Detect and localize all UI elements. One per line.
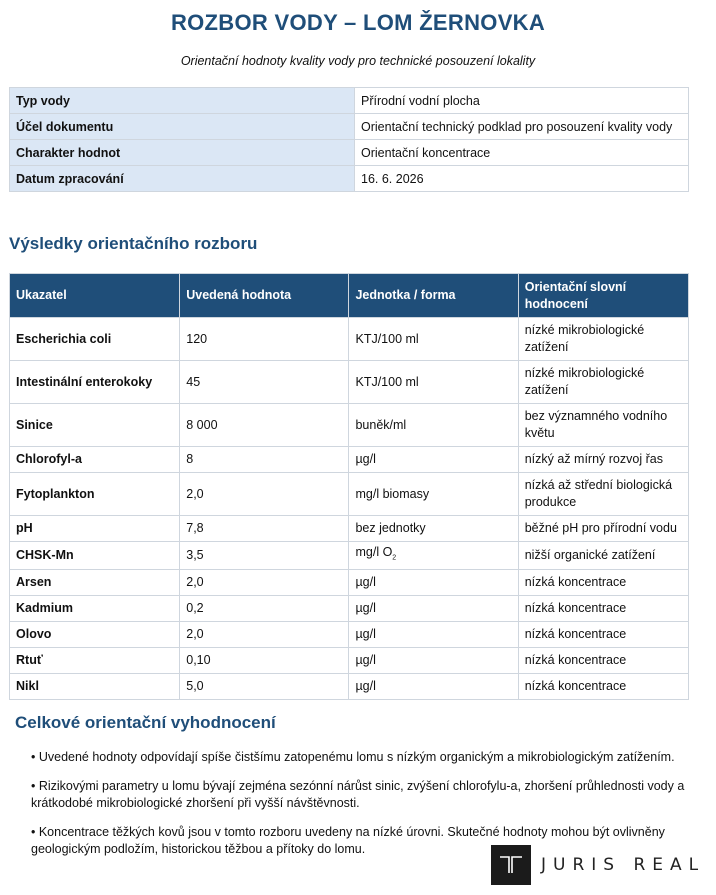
summary-bullet: • Koncentrace těžkých kovů jsou v tomto rozboru uvedeny na nízké úrovni. Skutečné hodnoty mohou být ovlivněny geologickým podložím, historickou těžbou a přítoky do lomu. [31,825,665,856]
indicator-name: Intestinální enterokoky [10,361,180,404]
results-heading: Výsledky orientačního rozboru [9,234,258,253]
indicator-value: 8 [180,447,349,473]
indicator-unit: µg/l [349,647,518,673]
indicator-rating: nízká koncentrace [518,621,688,647]
results-table [9,273,689,700]
indicator-value: 120 [180,318,349,361]
table-header-row [10,274,689,318]
info-row [10,140,689,166]
table-row [10,473,689,516]
jr-monogram-icon [491,845,531,885]
indicator-name: Fytoplankton [10,473,180,516]
indicator-name: Nikl [10,673,180,699]
indicator-rating: nízká koncentrace [518,569,688,595]
info-label: Datum zpracování [10,166,355,192]
info-value: Přírodní vodní plocha [355,88,689,114]
indicator-name: Sinice [10,404,180,447]
brand-logo [491,845,716,885]
table-row [10,673,689,699]
indicator-value: 2,0 [180,473,349,516]
indicator-unit: µg/l [349,621,518,647]
unit-subscript: 2 [392,554,397,562]
table-row [10,361,689,404]
table-row [10,595,689,621]
info-row [10,166,689,192]
page-title: ROZBOR VODY – LOM ŽERNOVKA [170,10,546,35]
indicator-value: 5,0 [180,673,349,699]
summary-heading: Celkové orientační vyhodnocení [15,713,276,732]
indicator-unit: buněk/ml [349,404,518,447]
indicator-value: 45 [180,361,349,404]
indicator-name: Escherichia coli [10,318,180,361]
table-row [10,447,689,473]
indicator-unit [349,542,518,570]
brand-name: JURIS REAL [541,855,706,875]
table-row [10,621,689,647]
table-row [10,318,689,361]
info-label: Typ vody [10,88,355,114]
column-header: Ukazatel [10,274,180,318]
info-value: 16. 6. 2026 [355,166,689,192]
indicator-rating: nízká koncentrace [518,647,688,673]
indicator-name: Arsen [10,569,180,595]
indicator-unit: KTJ/100 ml [349,361,518,404]
indicator-name: Kadmium [10,595,180,621]
info-row [10,114,689,140]
document-info-table [9,87,689,192]
indicator-unit: KTJ/100 ml [349,318,518,361]
indicator-name: Rtuť [10,647,180,673]
indicator-value: 0,10 [180,647,349,673]
indicator-value: 0,2 [180,595,349,621]
indicator-rating: nízký až mírný rozvoj řas [518,447,688,473]
indicator-unit: mg/l biomasy [349,473,518,516]
column-header: Uvedená hodnota [180,274,349,318]
table-row [10,542,689,570]
indicator-value: 2,0 [180,621,349,647]
indicator-value: 7,8 [180,516,349,542]
indicator-unit: µg/l [349,447,518,473]
summary-bullet: • Rizikovými parametry u lomu bývají zejména sezónní nárůst sinic, zvýšení chlorofylu-a, zhoršení průhlednosti vody a krátkodobé mikrobiologické zhoršení při vyšší návštěvnosti. [31,779,685,810]
indicator-name: CHSK-Mn [10,542,180,570]
column-header: Orientační slovní hodnocení [518,274,688,318]
indicator-name: pH [10,516,180,542]
indicator-rating: bez významného vodního květu [518,404,688,447]
indicator-rating: nízká koncentrace [518,595,688,621]
indicator-rating: nízká koncentrace [518,673,688,699]
indicator-rating: nízká až střední biologická produkce [518,473,688,516]
table-row [10,404,689,447]
info-label: Účel dokumentu [10,114,355,140]
indicator-rating: nízké mikrobiologické zatížení [518,361,688,404]
indicator-value: 2,0 [180,569,349,595]
page-subtitle: Orientační hodnoty kvality vody pro technické posouzení lokality [180,54,536,68]
summary-bullet: • Uvedené hodnoty odpovídají spíše čistšímu zatopenému lomu s nízkým organickým a mikrobiologickým zatížením. [31,750,675,764]
indicator-name: Chlorofyl-a [10,447,180,473]
indicator-rating: běžné pH pro přírodní vodu [518,516,688,542]
indicator-name: Olovo [10,621,180,647]
indicator-unit: bez jednotky [349,516,518,542]
indicator-unit: µg/l [349,595,518,621]
indicator-unit: µg/l [349,569,518,595]
indicator-rating: nižší organické zatížení [518,542,688,570]
indicator-unit: µg/l [349,673,518,699]
table-row [10,516,689,542]
info-label: Charakter hodnot [10,140,355,166]
table-row [10,569,689,595]
indicator-rating: nízké mikrobiologické zatížení [518,318,688,361]
column-header: Jednotka / forma [349,274,518,318]
unit-text: mg/l O [355,545,393,559]
info-value: Orientační technický podklad pro posouzení kvality vody [355,114,689,140]
indicator-value: 8 000 [180,404,349,447]
indicator-value: 3,5 [180,542,349,570]
info-row [10,88,689,114]
table-row [10,647,689,673]
info-value: Orientační koncentrace [355,140,689,166]
